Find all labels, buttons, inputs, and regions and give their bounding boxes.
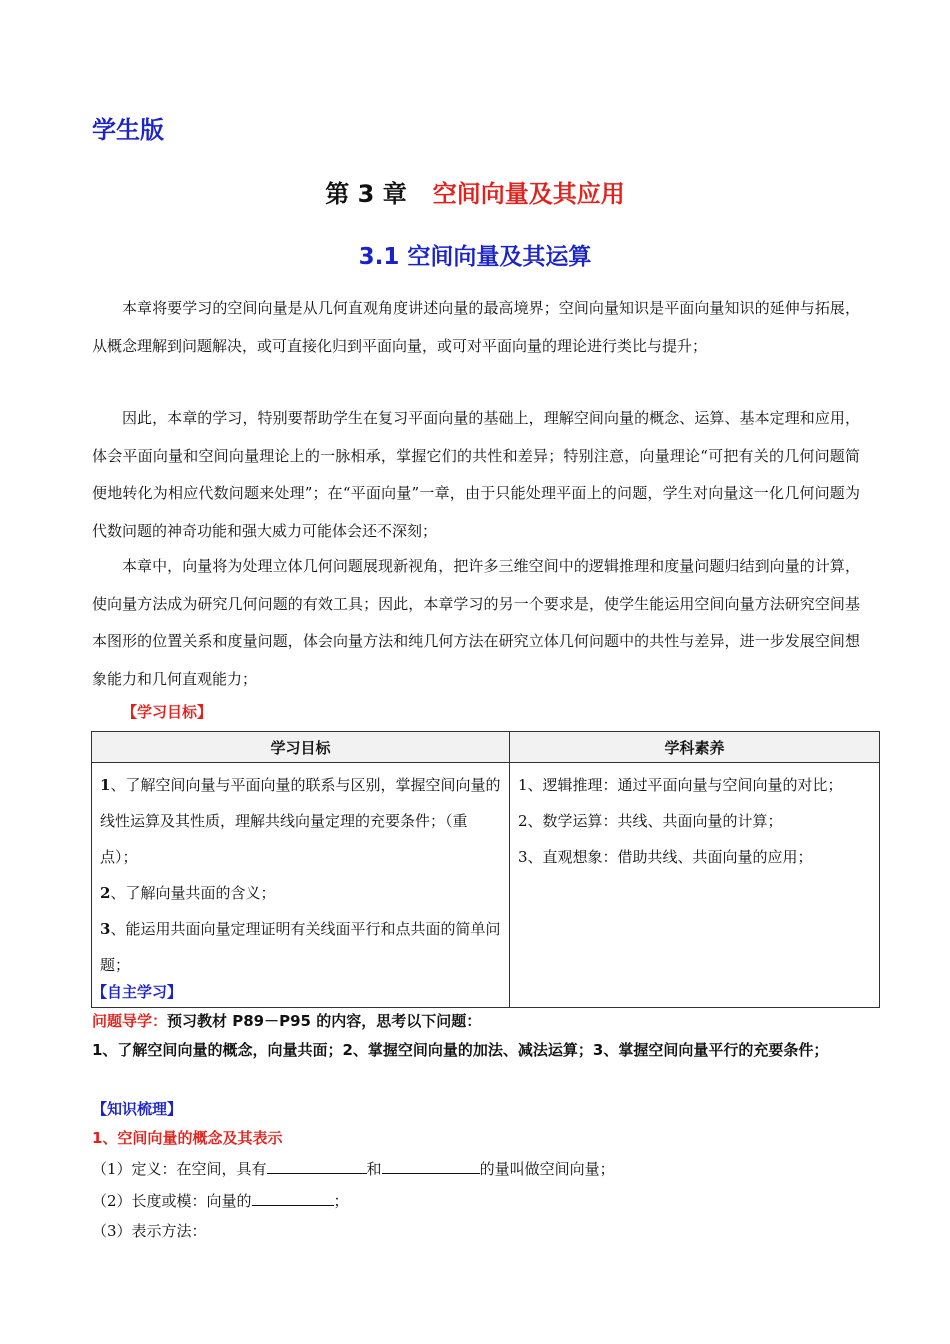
goal-item: 1、了解空间向量与平面向量的联系与区别，掌握空间向量的线性运算及其性质，理解共线向量定理的充要条件；（重点）； [100, 776, 501, 866]
self-study-tag: 【自主学习】 [92, 983, 183, 1001]
fill-blank[interactable] [252, 1189, 334, 1206]
fill-blank[interactable] [267, 1157, 367, 1174]
literacy-item: 1、逻辑推理：通过平面向量与空间向量的对比； [518, 776, 843, 794]
literacy-cell [510, 763, 880, 1008]
chapter-title [0, 174, 950, 209]
learning-goals-tag: 【学习目标】 [122, 703, 213, 721]
section-title: 3.1 空间向量及其运算 [358, 244, 592, 270]
col-header-goals: 学习目标 [92, 732, 510, 763]
intro-paragraph-2: 因此，本章的学习，特别要帮助学生在复习平面向量的基础上，理解空间向量的概念、运算、基本定理和应用，体会平面向量和空间向量理论上的一脉相承，掌握它们的共性和差异；特别注意，向量理论“可把有关的几何问题简便地转化为相应代数问题来处理”；在“平面向量”一章，由于只能处理平面上的问题，学生对向量这一化几何问题为代数问题的神奇功能和强大威力可能体会还不深刻； [92, 409, 860, 540]
goals-cell [92, 763, 510, 1008]
goal-item: 3、能运用共面向量定理证明有关线面平行和点共面的简单问题； [100, 920, 501, 974]
intro-paragraph-3: 本章中，向量将为处理立体几何问题展现新视角，把许多三维空间中的逻辑推理和度量问题归结到向量的计算，使向量方法成为研究几何问题的有效工具；因此，本章学习的另一个要求是，使学生能运用空间向量方法研究空间基本图形的位置关系和度量问题，体会向量方法和纯几何方法在研究立体几何问题中的共性与差异，进一步发展空间想象能力和几何直观能力； [92, 557, 860, 688]
chapter-name: 空间向量及其应用 [432, 180, 625, 208]
table-header-row [92, 732, 880, 763]
col-header-literacy: 学科素养 [510, 732, 880, 763]
length-line: （2）长度或模：向量的 ； [92, 1189, 349, 1211]
goals-table [91, 731, 880, 1008]
fill-blank[interactable] [382, 1157, 480, 1174]
knowledge-heading: 1、空间向量的概念及其表示 [92, 1129, 283, 1147]
guide-text: 预习教材 P89－P95 的内容，思考以下问题： [167, 1012, 482, 1030]
chapter-number: 第 3 章 [325, 180, 407, 208]
definition-line: （1）定义：在空间，具有 和 的量叫做空间向量； [92, 1157, 615, 1179]
goal-item: 2、了解向量共面的含义； [100, 884, 276, 902]
version-label: 学生版 [92, 116, 164, 144]
guide-label: 问题导学： [92, 1012, 168, 1030]
literacy-item: 2、数学运算：共线、共面向量的计算； [518, 812, 783, 830]
knowledge-tag: 【知识梳理】 [92, 1100, 183, 1118]
table-row [92, 763, 880, 1008]
intro-paragraph-1: 本章将要学习的空间向量是从几何直观角度讲述向量的最高境界；空间向量知识是平面向量知识的延伸与拓展，从概念理解到问题解决，或可直接化归到平面向量，或可对平面向量的理论进行类比与提升； [92, 299, 860, 355]
question-guide [92, 1010, 481, 1031]
representation-line: （3）表示方法： [92, 1222, 207, 1240]
literacy-item: 3、直观想象：借助共线、共面向量的应用； [518, 848, 813, 866]
guide-questions: 1、了解空间向量的概念，向量共面；2、掌握空间向量的加法、减法运算；3、掌握空间向量平行的充要条件； [92, 1041, 829, 1059]
